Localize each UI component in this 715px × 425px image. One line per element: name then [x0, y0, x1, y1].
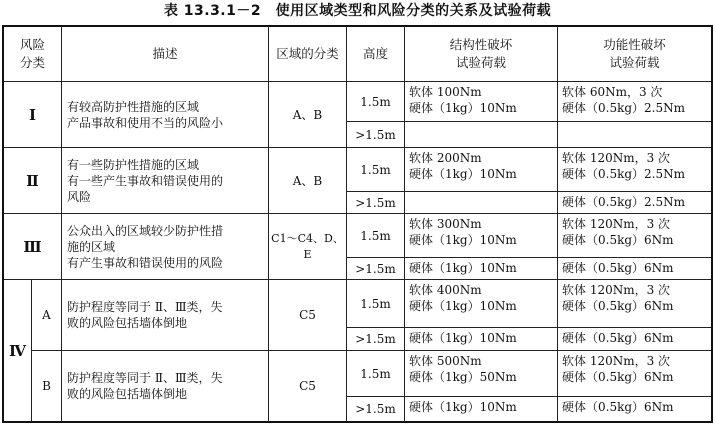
structural-4a1-line-2: 硬体（1kg）10Nm: [409, 299, 517, 313]
header-description: 描述: [62, 27, 269, 82]
structural-3a-line-1: 软体 300Nm: [409, 217, 482, 231]
description-2: [62, 148, 269, 214]
structural-4a1-line-1: 软体 400Nm: [409, 283, 482, 297]
functional-4a1-line-1: 软体 120Nm，3 次: [562, 283, 671, 297]
structural-1a-line-2: 硬体（1kg）10Nm: [409, 101, 517, 115]
area-class-4b: C5: [269, 351, 347, 421]
functional-4b1: [558, 351, 711, 397]
functional-2b: [558, 192, 711, 214]
description-4b: [62, 351, 269, 421]
header-risk-line-2: 分类: [19, 55, 45, 70]
header-risk-line-1: 风险: [19, 37, 45, 52]
structural-2b: [405, 192, 558, 214]
height-1b: >1.5m: [347, 122, 405, 148]
area-class-4a: C5: [269, 280, 347, 351]
functional-4a1-line-2: 硬体（0.5kg）6Nm: [562, 299, 674, 313]
height-2b: >1.5m: [347, 192, 405, 214]
structural-4a2: [405, 328, 558, 351]
structural-3b-line-1: 硬体（1kg）10Nm: [409, 261, 517, 275]
table-title: 表 13.3.1－2 使用区域类型和风险分类的关系及试验荷载: [163, 3, 552, 19]
description-2-line-3: 风险: [67, 189, 92, 204]
risk-class-2: Ⅱ: [4, 148, 62, 214]
functional-4b1-line-2: 硬体（0.5kg）6Nm: [562, 370, 674, 384]
structural-4a2-line-1: 硬体（1kg）10Nm: [409, 331, 517, 345]
description-3-line-2: 施的区域: [67, 239, 116, 254]
risk-class-4: Ⅳ: [4, 280, 32, 421]
description-1-line-1: 有较高防护性措施的区域: [67, 99, 200, 114]
functional-1a-line-1: 软体 60Nm，3 次: [562, 85, 663, 99]
functional-3a-line-1: 软体 120Nm，3 次: [562, 217, 671, 231]
area-class-2: A、B: [269, 148, 347, 214]
functional-3a: [558, 214, 711, 258]
load-table: [2, 25, 713, 423]
functional-4a1: [558, 280, 711, 328]
structural-4b2: [405, 397, 558, 421]
functional-3b-line-1: 硬体（0.5kg）6Nm: [562, 261, 674, 275]
structural-3a-line-2: 硬体（1kg）10Nm: [409, 233, 517, 247]
structural-4b1-line-1: 软体 500Nm: [409, 354, 482, 368]
functional-4b2-line-1: 硬体（0.5kg）6Nm: [562, 400, 674, 414]
height-3a: 1.5m: [347, 214, 405, 258]
description-4a-line-2: 败的风险包括墙体倒地: [67, 316, 188, 330]
functional-4b2: [558, 397, 711, 421]
height-2a: 1.5m: [347, 148, 405, 192]
area-class-1: A、B: [269, 82, 347, 148]
description-1: [62, 82, 269, 148]
height-4a1: 1.5m: [347, 280, 405, 328]
header-functional-line-2: 试验荷载: [609, 55, 660, 70]
functional-4b1-line-1: 软体 120Nm，3 次: [562, 354, 671, 368]
risk-class-1: Ⅰ: [4, 82, 62, 148]
structural-4b1: [405, 351, 558, 397]
description-2-line-1: 有一些防护性措施的区域: [67, 157, 200, 172]
description-2-line-2: 有一些产生事故和错误使用的: [67, 173, 224, 188]
functional-3a-line-2: 硬体（0.5kg）6Nm: [562, 233, 674, 247]
height-1a: 1.5m: [347, 82, 405, 122]
sub-class-4b: B: [32, 351, 62, 421]
description-1-line-2: 产品事故和使用不当的风险小: [67, 115, 224, 130]
header-risk: [4, 27, 62, 82]
area-class-3: C1～C4、D、E: [269, 214, 347, 280]
structural-1a: [405, 82, 558, 122]
sub-class-4a: A: [32, 280, 62, 351]
functional-2a-line-2: 硬体（0.5kg）2.5Nm: [562, 167, 686, 181]
height-4a2: >1.5m: [347, 328, 405, 351]
functional-2a-line-1: 软体 120Nm，3 次: [562, 151, 671, 165]
header-functional: [558, 27, 711, 82]
structural-4b1-line-2: 硬体（1kg）50Nm: [409, 370, 517, 384]
structural-4a1: [405, 280, 558, 328]
height-4b2: >1.5m: [347, 397, 405, 421]
header-structural-line-1: 结构性破坏: [449, 37, 513, 52]
structural-4b2-line-1: 硬体（1kg）10Nm: [409, 400, 517, 414]
structural-1b: [405, 122, 558, 148]
risk-class-3: Ⅲ: [4, 214, 62, 280]
header-structural: [405, 27, 558, 82]
functional-2b-line-1: 硬体（0.5kg）2.5Nm: [562, 195, 686, 209]
description-4a: [62, 280, 269, 351]
structural-3b: [405, 258, 558, 280]
structural-2a-line-2: 硬体（1kg）10Nm: [409, 167, 517, 181]
description-3-line-1: 公众出入的区域较少防护性措: [67, 223, 224, 238]
structural-1a-line-1: 软体 100Nm: [409, 85, 482, 99]
header-structural-line-2: 试验荷载: [455, 55, 506, 70]
header-area-class: 区域的分类: [269, 27, 347, 82]
functional-4a2: [558, 328, 711, 351]
structural-3a: [405, 214, 558, 258]
functional-1b: [558, 122, 711, 148]
functional-1a-line-2: 硬体（0.5kg）2.5Nm: [562, 101, 686, 115]
description-3-line-3: 有产生事故和错误使用的风险: [67, 255, 224, 270]
description-4b-line-1: 防护程度等同于 Ⅱ、Ⅲ类，失: [67, 371, 223, 385]
functional-2a: [558, 148, 711, 192]
height-4b1: 1.5m: [347, 351, 405, 397]
header-height: 高度: [347, 27, 405, 82]
functional-3b: [558, 258, 711, 280]
structural-2a: [405, 148, 558, 192]
functional-4a2-line-1: 硬体（0.5kg）6Nm: [562, 331, 674, 345]
description-4a-line-1: 防护程度等同于 Ⅱ、Ⅲ类，失: [67, 300, 223, 314]
description-3: [62, 214, 269, 280]
description-4b-line-2: 败的风险包括墙体倒地: [67, 387, 188, 401]
functional-1a: [558, 82, 711, 122]
structural-2a-line-1: 软体 200Nm: [409, 151, 482, 165]
height-3b: >1.5m: [347, 258, 405, 280]
header-functional-line-1: 功能性破坏: [603, 37, 666, 52]
